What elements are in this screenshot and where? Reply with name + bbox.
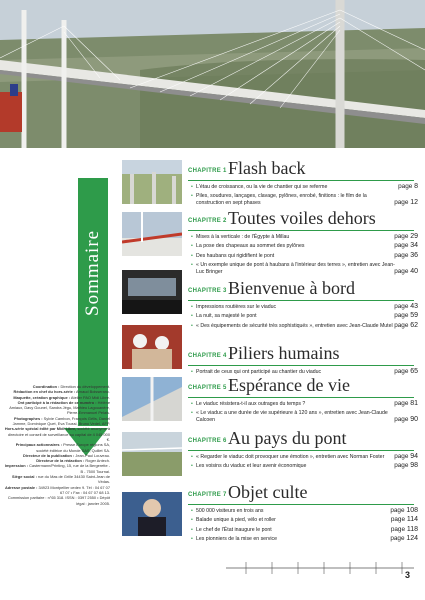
chapter-thumbnail (122, 270, 182, 314)
toc-entry[interactable]: • Portrait de ceux qui ont participé au chantier du viaduc page 65 (191, 368, 418, 375)
chapter-thumbnail (122, 325, 182, 369)
divider (188, 180, 414, 181)
divider (188, 300, 414, 301)
entry-list (191, 183, 418, 209)
entry-list (191, 453, 418, 473)
toc-entry[interactable]: • La pose des chapeaux au sommet des pylônes page 34 (191, 242, 418, 250)
page-number: 3 (405, 570, 411, 580)
chapter-thumbnail (122, 377, 182, 421)
toc-entry[interactable]: • Les pionniers de la mise en service page 124 (191, 535, 418, 543)
credit-line: Photographes : Sylvie Cambon, François Gélis, Daniel Jamme, Dominique Quet, Eva Toussi, Bruno Vedel, AFP. (12, 415, 110, 427)
chapter-label: CHAPITRE 2 (188, 218, 227, 224)
entry-list (191, 507, 418, 546)
toc-entry[interactable]: • Le viaduc résistera-t-il aux outrages du temps ? page 81 (191, 400, 418, 407)
sidebar (0, 148, 118, 600)
chapter-title: Au pays du pont (228, 428, 347, 448)
chapter-thumbnail (122, 432, 182, 476)
entry-list (191, 303, 418, 332)
entry-list (191, 233, 418, 278)
bridge-illustration (0, 0, 425, 148)
credit-line: Principaux actionnaires : Presse Europe régions SA, société éditrice du Monde SAS, Quillet SA. (15, 442, 110, 453)
divider (188, 365, 414, 366)
toc-entry[interactable]: • Le chef de l'État inaugure le pont page 118 (191, 525, 418, 533)
chapter-title: Toutes voiles dehors (228, 208, 376, 228)
chapter-label: CHAPITRE 6 (188, 438, 227, 444)
credit-line: Coordination : Direction du développement. (32, 384, 110, 389)
chapter-title: Bienvenue à bord (228, 278, 355, 298)
credit-line: Impression : Castermann/Printing, 15, rue de la Bergerette - B - 7500 Tournai. (4, 463, 110, 474)
bridge-line-icon (226, 560, 414, 576)
credit-line: Commission paritaire : n°65 318. ISSN : 0397 2550 • Dépôt légal : janvier 2005. (7, 495, 110, 506)
credit-line: Hors-série spécial édité par Midi Libre, société anonyme à directoire et conseil de surveillance au capital de 4 045 000 €. (4, 426, 110, 442)
toc-entry[interactable]: • « Des équipements de sécurité très sophistiqués », entretien avec Jean-Claude Mutel page 62 (191, 321, 418, 329)
chapter-title: Objet culte (228, 482, 308, 502)
chapter-thumbnail (122, 212, 182, 256)
divider (188, 397, 414, 398)
chapter-title: Piliers humains (228, 343, 340, 363)
hero-photo (0, 0, 425, 148)
toc-entry[interactable]: • « Un exemple unique de pont à haubans à l'intérieur des terres », entretien avec Jean-Luc Bringer page 40 (191, 262, 418, 275)
credit-line: Directeur de la rédaction : Roger Antech. (36, 458, 110, 464)
entry-list (191, 400, 418, 426)
toc-entry[interactable]: • Balade unique à pied, vélo et roller page 114 (191, 516, 418, 524)
toc-entry[interactable]: • Impressions routières sur le viaduc page 43 (191, 303, 418, 310)
chapter-label: CHAPITRE 1 (188, 168, 227, 174)
toc-entry[interactable]: • Mises à la verticale : de l'Égypte à Millau page 29 (191, 233, 418, 240)
chapter-title: Flash back (228, 158, 306, 178)
toc-entry[interactable]: • Des haubans qui rigidifient le pont page 36 (191, 251, 418, 259)
toc-entry[interactable]: • « Le viaduc a une durée de vie supérieure à 120 ans », entretien avec Jean-Claude Calcoen page 90 (191, 410, 418, 423)
chapter-label: CHAPITRE 5 (188, 385, 227, 391)
divider (188, 230, 414, 231)
toc-entry[interactable]: • La nuit, sa majesté le pont page 59 (191, 312, 418, 320)
sommaire-title: Sommaire (82, 229, 103, 316)
credit-line: Rédaction en chef du hors-série : Arnaud Boisseranc. (13, 389, 110, 395)
chapter-thumbnail (122, 160, 182, 204)
divider (188, 504, 414, 505)
credit-line: Siège social : rue du Mas de Grille 34430 Saint-Jean de Védas. (12, 474, 110, 485)
toc-entry[interactable]: • L'étau de croissance, ou la vie de chantier qui se referme page 8 (191, 183, 418, 190)
credit-line: Ont participé à la rédaction de ce numéro : Hélène Amiaux, Davy Gounel, Sandra Jégu, Mathieu Lagouanère, Pierre-Emmanuel Pelais. (9, 399, 110, 416)
chapter-label: CHAPITRE 3 (188, 288, 227, 294)
credit-line: Directeur de la publication : Jean-Paul Louveau. (23, 452, 110, 458)
toc-entry[interactable]: • 500 000 visiteurs en trois ans page 108 (191, 507, 418, 514)
chapter-label: CHAPITRE 7 (188, 492, 227, 498)
chapter-title: Espérance de vie (228, 375, 350, 395)
toc-entry[interactable]: • Les voisins du viaduc et leur avenir économique page 98 (191, 462, 418, 470)
credit-line: Adresse postale : 34923 Montpellier cedex 9. Tél : 04 67 07 67 07 • Fax : 04 67 07 68 13. (4, 484, 110, 495)
credit-line: Maquette, création graphique : Atelier PAO Midi Libre. (13, 394, 110, 400)
chapter-thumbnail (122, 492, 182, 536)
toc-entry[interactable]: • Piles, soudures, lançages, clavage, pylônes, enrobé, finitions : le film de la construction en sept phases page 12 (191, 193, 418, 206)
chapter-label: CHAPITRE 4 (188, 353, 227, 359)
divider (188, 450, 414, 451)
credits-block (4, 384, 110, 506)
toc-entry[interactable]: • « Regarder le viaduc doit provoquer une émotion », entretien avec Norman Foster page 94 (191, 453, 418, 460)
